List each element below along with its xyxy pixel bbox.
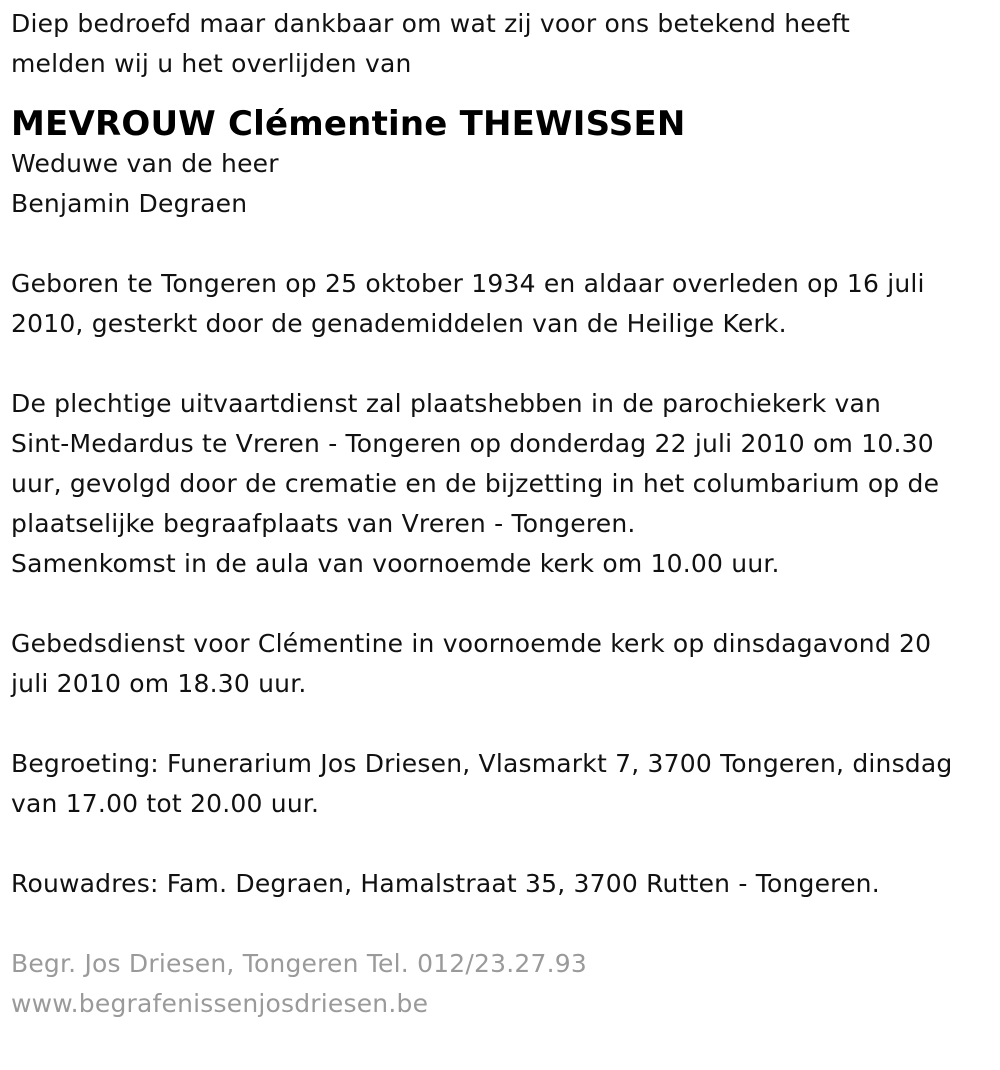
prayer-service-line: Gebedsdienst voor Clémentine in voornoemde kerk op dinsdagavond 20 (11, 629, 932, 658)
funeral-line: plaatselijke begraafplaats van Vreren - Tongeren. (11, 509, 636, 538)
gathering-line: Samenkomst in de aula van voornoemde kerk om 10.00 uur. (11, 549, 780, 578)
paragraph-gap (11, 584, 996, 624)
paragraph-gap (11, 224, 996, 264)
paragraph-gap (11, 344, 996, 384)
undertaker-contact: Begr. Jos Driesen, Tongeren Tel. 012/23.27.93 (11, 949, 587, 978)
birth-death-line: 2010, gesterkt door de genademiddelen van de Heilige Kerk. (11, 309, 787, 338)
visitation-line: Begroeting: Funerarium Jos Driesen, Vlasmarkt 7, 3700 Tongeren, dinsdag (11, 749, 953, 778)
undertaker-website: www.begrafenissenjosdriesen.be (11, 989, 429, 1018)
obituary-notice (11, 4, 996, 1024)
paragraph-gap (11, 704, 996, 744)
funeral-line: De plechtige uitvaartdienst zal plaatshebben in de parochiekerk van (11, 389, 882, 418)
relation-line: Weduwe van de heer (11, 149, 279, 178)
prayer-service-line: juli 2010 om 18.30 uur. (11, 669, 307, 698)
funeral-line: Sint-Medardus te Vreren - Tongeren op donderdag 22 juli 2010 om 10.30 (11, 429, 934, 458)
relation-line: Benjamin Degraen (11, 189, 248, 218)
intro-line: melden wij u het overlijden van (11, 49, 412, 78)
funeral-line: uur, gevolgd door de crematie en de bijzetting in het columbarium op de (11, 469, 940, 498)
mourning-address: Rouwadres: Fam. Degraen, Hamalstraat 35, 3700 Rutten - Tongeren. (11, 869, 880, 898)
deceased-name: MEVROUW Clémentine THEWISSEN (11, 104, 686, 144)
paragraph-gap (11, 904, 996, 944)
intro-line: Diep bedroefd maar dankbaar om wat zij voor ons betekend heeft (11, 9, 851, 38)
visitation-line: van 17.00 tot 20.00 uur. (11, 789, 320, 818)
paragraph-gap (11, 824, 996, 864)
birth-death-line: Geboren te Tongeren op 25 oktober 1934 en aldaar overleden op 16 juli (11, 269, 925, 298)
